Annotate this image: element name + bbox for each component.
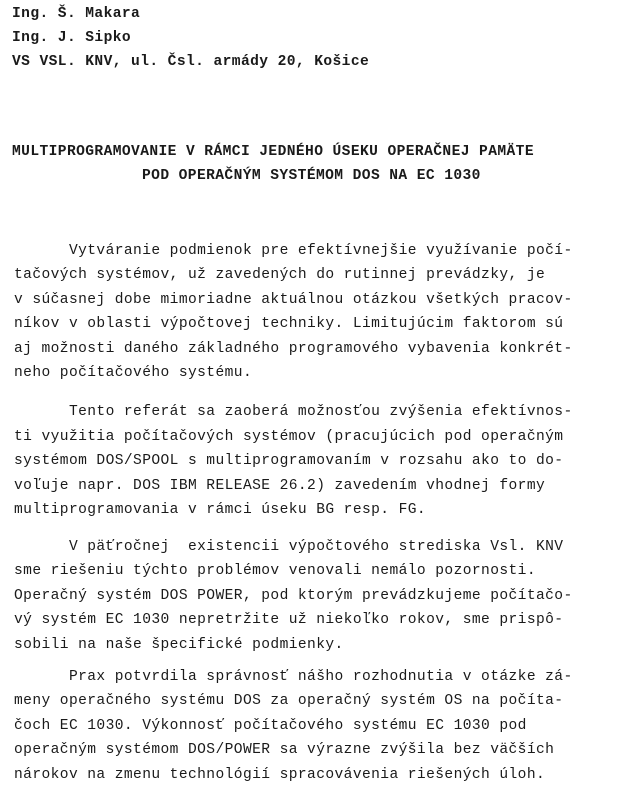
paragraph-line: Prax potvrdila správnosť nášho rozhodnutia v otázke zá- <box>14 669 573 685</box>
paragraph-line: meny operačného systému DOS za operačný systém OS na počíta- <box>14 693 564 709</box>
paragraph-line: ti využitia počítačových systémov (pracujúcich pod operačným <box>14 429 564 445</box>
paragraph-line: aj možnosti daného základného programového vybavenia konkrét- <box>14 341 573 357</box>
paragraph-line: voľuje napr. DOS IBM RELEASE 26.2) zavedením vhodnej formy <box>14 478 546 494</box>
paragraph-line: vý systém EC 1030 nepretržite už niekoľko rokov, sme prispô- <box>14 612 564 628</box>
paragraph-line: sobili na naše špecifické podmienky. <box>14 637 344 653</box>
paragraph-line: operačným systémom DOS/POWER sa výrazne zvýšila bez väčších <box>14 742 555 758</box>
paragraph-line: níkov v oblasti výpočtovej techniky. Limitujúcim faktorom sú <box>14 316 564 332</box>
paragraph-line: čoch EC 1030. Výkonnosť počítačového systému EC 1030 pod <box>14 718 527 734</box>
title-line-2: POD OPERAČNÝM SYSTÉMOM DOS NA EC 1030 <box>142 168 481 184</box>
title-line-1: MULTIPROGRAMOVANIE V RÁMCI JEDNÉHO ÚSEKU OPERAČNEJ PAMÄTE <box>12 144 534 160</box>
author-line-1: Ing. Š. Makara <box>12 6 141 22</box>
paragraph-line: v súčasnej dobe mimoriadne aktuálnou otázkou všetkých pracov- <box>14 292 573 308</box>
paragraph-line: V päťročnej existencii výpočtového strediska Vsl. KNV <box>14 539 564 555</box>
paragraph-line: tačových systémov, už zavedených do rutinnej prevádzky, je <box>14 267 546 283</box>
paragraph-line: multiprogramovania v rámci úseku BG resp. FG. <box>14 502 427 518</box>
paragraph-line: nárokov na zmenu technológií spracovávenia riešených úloh. <box>14 767 546 783</box>
paragraph-line: Operačný systém DOS POWER, pod ktorým prevádzkujeme počítačo- <box>14 588 573 604</box>
paragraph-line: Tento referát sa zaoberá možnosťou zvýšenia efektívnos- <box>14 404 573 420</box>
paragraph-line: neho počítačového systému. <box>14 365 253 381</box>
author-line-2: Ing. J. Sipko <box>12 30 132 46</box>
paragraph-line: sme riešeniu týchto problémov venovali nemálo pozornosti. <box>14 563 536 579</box>
affiliation-line: VS VSL. KNV, ul. Čsl. armády 20, Košice <box>12 54 370 70</box>
paragraph-line: Vytváranie podmienok pre efektívnejšie využívanie počí- <box>14 243 573 259</box>
paragraph-line: systémom DOS/SPOOL s multiprogramovaním v rozsahu ako to do- <box>14 453 564 469</box>
